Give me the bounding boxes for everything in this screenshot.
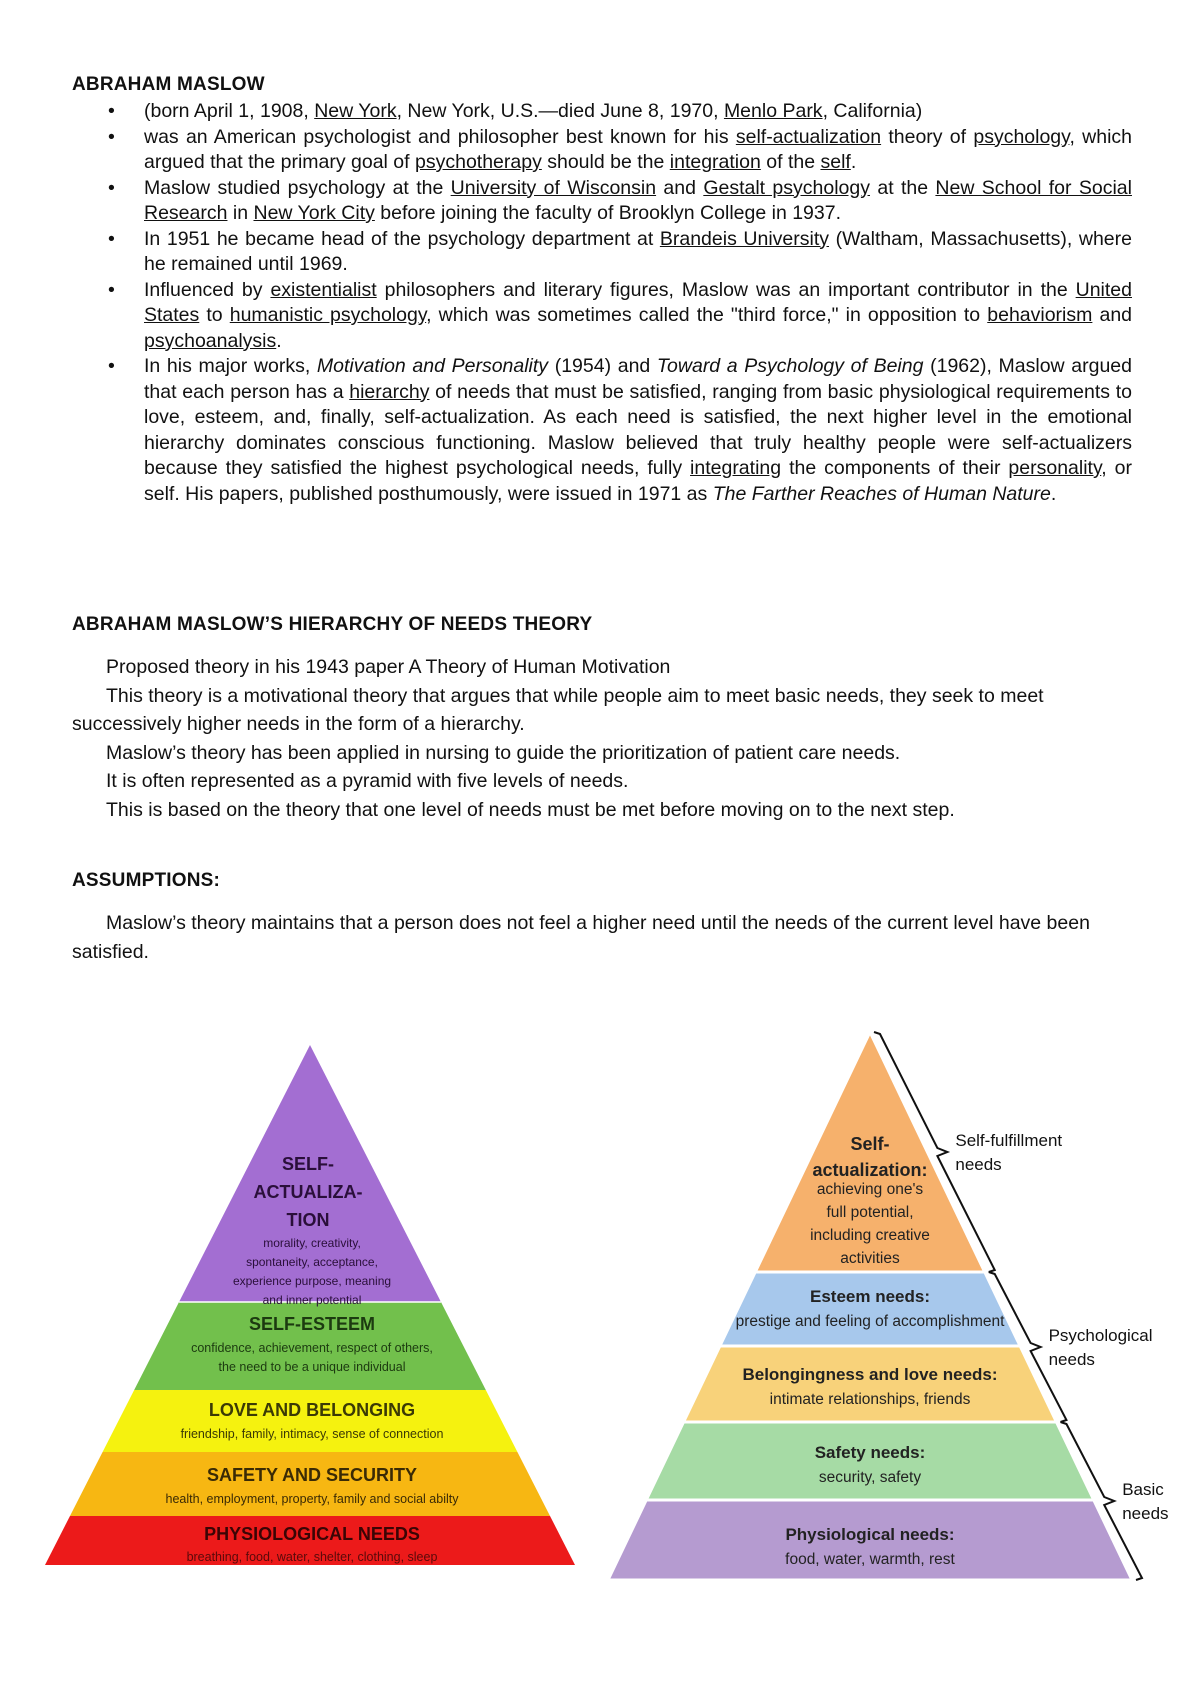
bullet-icon: • [108,355,115,377]
pyramid2-title: Esteem needs: [810,1287,930,1306]
pyramid1-title: ACTUALIZA- [253,1182,363,1202]
pyramid1-title: PHYSIOLOGICAL NEEDS [204,1524,420,1544]
inline-link[interactable]: New York [314,100,397,122]
pyramid1-title: LOVE AND BELONGING [208,1400,416,1420]
pyramid2-desc: security, safety [818,1469,922,1486]
pyramid1-desc: confidence, achievement, respect of others, [191,1341,433,1355]
pyramid2-desc: activities [840,1250,900,1267]
pyramid-needs-diagram [600,1020,1190,1590]
pyramid2-title: Physiological needs: [785,1525,955,1544]
pyramid2-title: Self- [850,1134,890,1154]
bracket-label: needs [1048,1350,1095,1369]
inline-link[interactable]: existentialist [270,278,377,301]
bullet-icon: • [108,278,115,301]
biography-list [72,99,1132,507]
pyramid2-title: Safety needs: [814,1443,926,1462]
pyramid2-desc: prestige and feeling of accomplishment [735,1313,1005,1330]
bio-item: • (born April 1, 1908, New York, New York, U.S.—died June 8, 1970, Menlo Park, California) [72,99,1132,125]
inline-link[interactable]: hierarchy [349,380,430,403]
inline-link[interactable]: personality [1008,457,1102,479]
theory-paragraphs [72,653,1132,824]
inline-link[interactable]: Gestalt psychology [703,176,870,199]
inline-link[interactable]: self-actualization [735,125,882,148]
pyramid1-desc: experience purpose, meaning [232,1274,392,1288]
pyramid2-level [684,1346,1057,1422]
bracket-label: needs [1122,1504,1169,1523]
pyramid1-title: TION [286,1210,330,1230]
bio-item: • In his major works, Motivation and Personality (1954) and Toward a Psychology of Being (1962), Maslow argued that each person has a hierarchy of needs that must be satisfied, ranging from basic physiological requirements to love, esteem, and, finally, self-actualization. As each need is satisfied, the next higher level in the emotional hierarchy dominates conscious functioning. Maslow believed that truly healthy people were self-actualizers because they satisfied the highest psychological needs, fully integrating the components of their personality, or self. His papers, published posthumously, were issued in 1971 as The Farther Reaches of Human Nature. [108,355,1132,505]
pyramid2-level [720,1272,1020,1346]
bullet-icon: • [108,100,115,122]
theory-line: This theory is a motivational theory that argues that while people aim to meet basic needs, they seek to meet successively higher needs in the form of a hierarchy. [72,684,1044,735]
pyramid1-desc: breathing, food, water, shelter, clothing, sleep [186,1550,438,1564]
inline-link[interactable]: Menlo Park [723,100,823,122]
inline-link[interactable]: New York City [253,202,375,224]
heading-assumptions: ASSUMPTIONS: [72,870,221,891]
pyramid1-desc: health, employment, property, family and social abilty [165,1492,459,1506]
pyramid1-title: SAFETY AND SECURITY [206,1465,418,1485]
inline-link[interactable]: humanistic psychology [229,304,427,326]
book-title: Motivation and Personality [316,355,549,377]
assumption-text: Maslow’s theory maintains that a person does not feel a higher need until the needs of the current level have been satisfied. [72,912,1090,963]
bracket-label: needs [955,1155,1002,1174]
heading-abraham-maslow: ABRAHAM MASLOW [72,74,265,95]
inline-link[interactable]: integrating [690,457,782,479]
bio-item: • was an American psychologist and philosopher best known for his self-actualization theory of psychology, which argued that the primary goal of psychotherapy should be the integration of the self. [108,125,1133,173]
heading-hierarchy-theory: ABRAHAM MASLOW’S HIERARCHY OF NEEDS THEORY [72,614,593,635]
pyramid1-title: SELF- [282,1154,334,1174]
pyramid2-title: actualization: [812,1160,928,1180]
theory-line: This is based on the theory that one level of needs must be met before moving on to the next step. [106,798,955,821]
theory-line: It is often represented as a pyramid with five levels of needs. [106,770,629,792]
pyramid2-desc: including creative [810,1227,930,1244]
bullet-icon: • [108,227,115,250]
bullet-icon: • [108,125,115,148]
assumptions-paragraph [72,909,1132,966]
pyramid2-desc: intimate relationships, friends [769,1391,971,1408]
inline-link[interactable]: University of Wisconsin [450,176,657,199]
bracket-label: Psychological [1048,1326,1153,1345]
inline-link[interactable]: psychoanalysis [144,329,277,352]
pyramid1-desc: the need to be a unique individual [218,1360,406,1374]
pyramid2-desc: full potential, [826,1204,914,1221]
inline-link[interactable]: United States [144,278,1132,326]
inline-link[interactable]: self [820,151,851,173]
pyramid2-desc: food, water, warmth, rest [785,1551,955,1568]
inline-link[interactable]: behaviorism [987,304,1093,326]
bracket-label: Basic [1122,1480,1164,1499]
book-title: Toward a Psychology of Being [656,355,924,377]
inline-link[interactable]: Brandeis University [659,227,830,250]
pyramid1-desc: and inner potential [262,1293,362,1307]
inline-link[interactable]: psychotherapy [415,151,542,173]
theory-line: Proposed theory in his 1943 paper A Theory of Human Motivation [106,656,671,678]
inline-link[interactable]: psychology [973,125,1070,148]
bullet-icon: • [108,176,115,199]
pyramid1-desc: friendship, family, intimacy, sense of connection [180,1427,444,1441]
inline-link[interactable]: New School for Social Research [144,176,1132,224]
pyramid1-desc: spontaneity, acceptance, [246,1255,378,1269]
bracket-label: Self-fulfillment [955,1131,1063,1150]
book-title: The Farther Reaches of Human Nature [712,482,1051,505]
inline-link[interactable]: integration [669,151,761,173]
theory-line: Maslow’s theory has been applied in nursing to guide the prioritization of patient care needs. [106,741,901,764]
bio-item: • Influenced by existentialist philosophers and literary figures, Maslow was an important contributor in the United States to humanistic psychology, which was sometimes called the "third force," in opposition to behaviorism and psychoanalysis. [108,278,1133,352]
bio-item: • In 1951 he became head of the psychology department at Brandeis University (Waltham, Massachusetts), where he remained until 1969. [108,227,1132,275]
pyramid1-desc: morality, creativity, [263,1236,361,1250]
pyramid2-title: Belongingness and love needs: [742,1365,998,1384]
pyramid2-desc: achieving one's [816,1181,924,1198]
bio-item: • Maslow studied psychology at the University of Wisconsin and Gestalt psychology at the New School for Social Research in New York City before joining the faculty of Brooklyn College in 1937. [108,176,1132,224]
pyramid1-title: SELF-ESTEEM [248,1314,376,1334]
pyramid-colored-diagram [40,1040,580,1570]
